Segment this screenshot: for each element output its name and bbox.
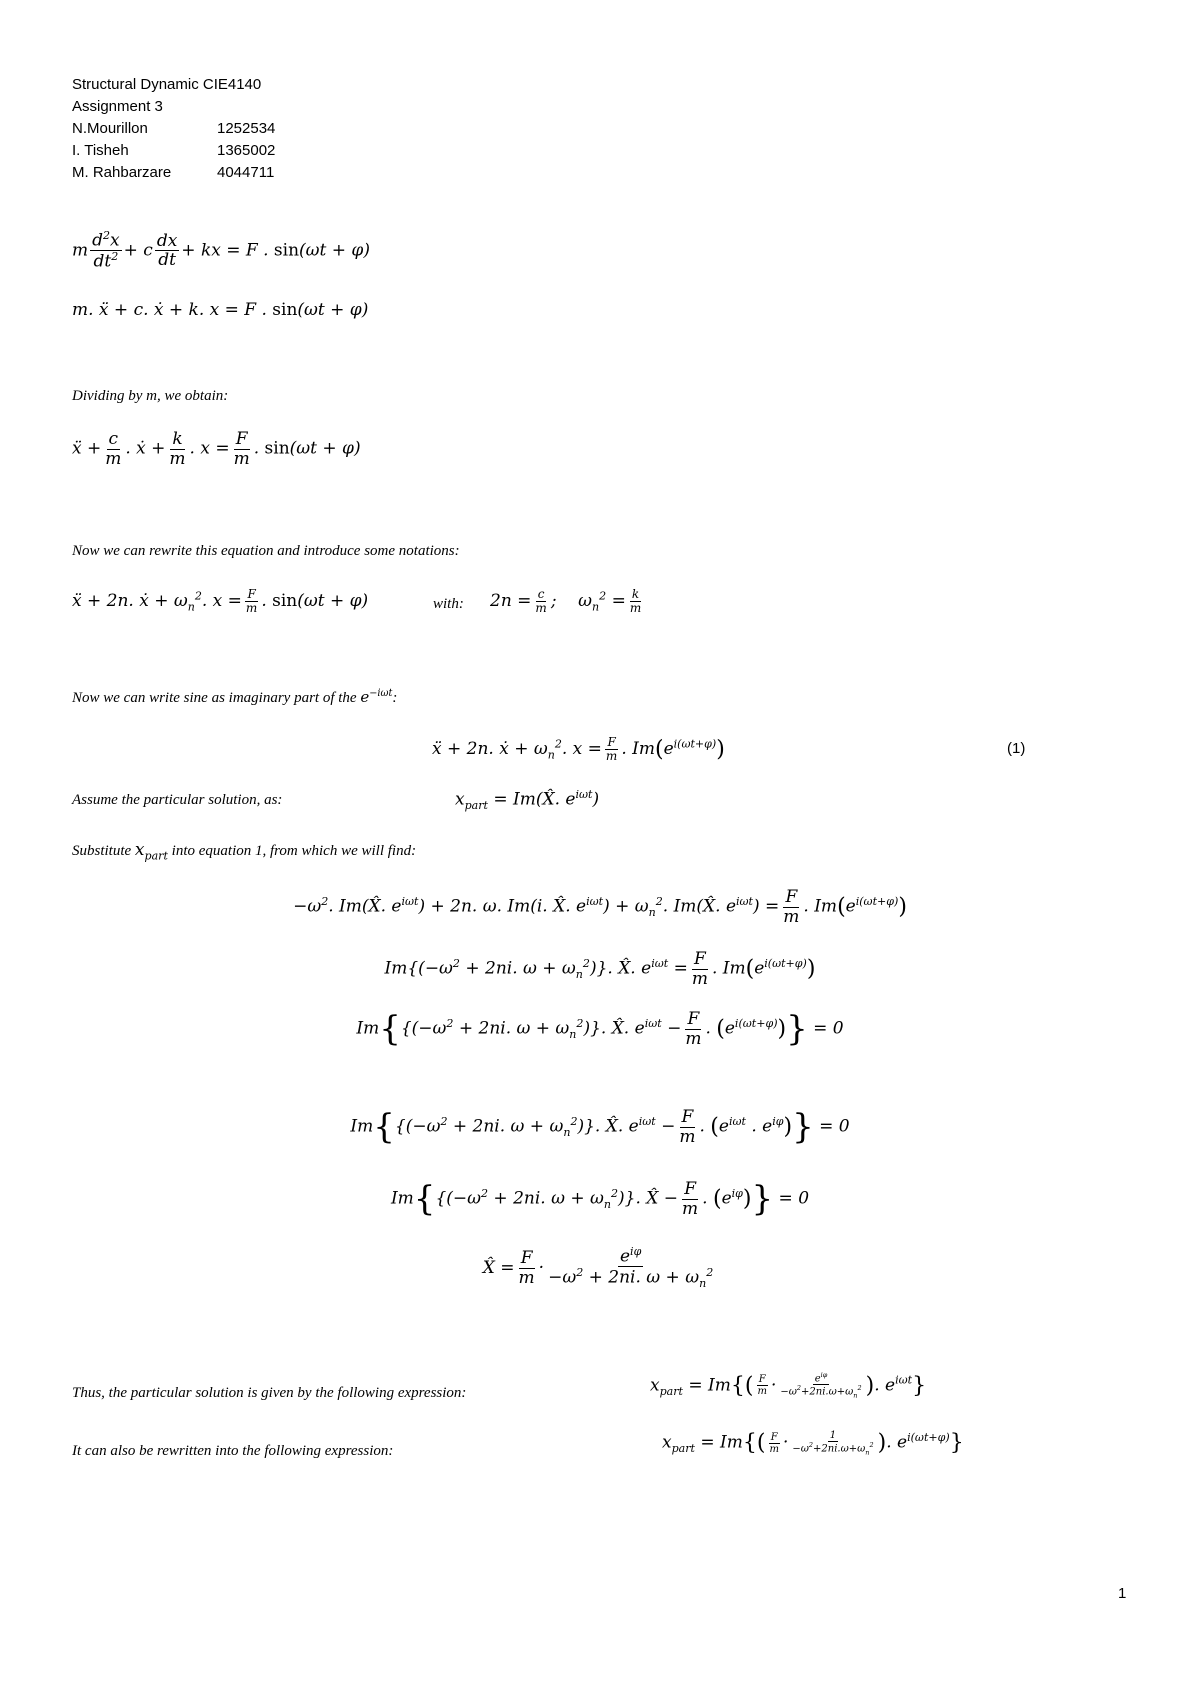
text-dividing: Dividing by m, we obtain: — [72, 388, 229, 404]
text-sine: Now we can write sine as imaginary part of the $e^{-i\omega t}$: — [72, 688, 398, 706]
student-name: M. Rahbarzare — [72, 164, 172, 181]
student-id: 4044711 — [217, 164, 275, 181]
student-row — [72, 162, 275, 184]
text-sine-prefix: Now we can write sine as imaginary part of the — [72, 690, 357, 706]
page-number: 1 — [1118, 1585, 1127, 1602]
equation-particular-solution-alt: $x_{part} = Im${( $\frac{F}{m}$ · $\frac{1}{-\omega^2+2ni.\omega+\omega_n^2}$ ). $e^{i(\omega t+\varphi)}$} — [662, 1430, 964, 1457]
text-rewrite: Now we can rewrite this equation and introduce some notations: — [72, 543, 460, 559]
text-rewritten: It can also be rewritten into the following expression: — [72, 1443, 394, 1459]
equation-number: (1) — [1007, 740, 1026, 757]
assignment-title: Assignment 3 — [72, 98, 163, 115]
course-title: Structural Dynamic CIE4140 — [72, 76, 262, 93]
student-name: I. Tisheh — [72, 142, 129, 159]
equation-step-3: $Im\{\{(-\omega^2 + 2ni$. $\omega + \omega_n^2$)}. X̂. $e^{i\omega t}$ − $\frac{F}{m}$ . $(e^{i(\omega t+\varphi)})\} = 0$ — [356, 1009, 844, 1050]
text-substitute: Substitute $x_{part}$ into equation 1, from which we will find: — [72, 840, 417, 863]
header-block — [72, 74, 275, 184]
equation-X-hat: X̂ = $\frac{F}{m}$ · $\frac{e^{i\varphi}}{-\omega^2 + 2ni. \omega + \omega_n^2}$ — [482, 1245, 714, 1291]
equation-particular-solution: $x_{part} = Im${( $\frac{F}{m}$ · $\frac{e^{i\varphi}}{-\omega^2+2ni.\omega+\omega_n^2}$ ). $e^{i\omega t}$} — [650, 1371, 927, 1400]
text-thus: Thus, the particular solution is given by the following expression: — [72, 1385, 467, 1401]
text-substitute-suffix: into equation 1, from which we will find: — [171, 843, 417, 859]
equation-notation: ẍ + 2n. ẋ + $\omega_n^2$. x = $\frac{F}{m}$ . sin(ωt + φ) — [72, 587, 369, 616]
text-with: with: — [433, 596, 464, 612]
equation-step-4: $Im\{\{(-\omega^2 + 2ni$. $\omega + \omega_n^2$)}. X̂. $e^{i\omega t}$ − $\frac{F}{m}$ . ($e^{i\omega t}$ . $e^{i\varphi})\} = 0$ — [350, 1107, 850, 1148]
equation-motion: m $\frac{d^2x}{dt^2}$ + c $\frac{dx}{dt}$ + kx = F . sin(ωt + φ) — [72, 229, 370, 272]
student-row — [72, 118, 275, 140]
text-substitute-prefix: Substitute — [72, 843, 132, 859]
student-id: 1252534 — [217, 120, 276, 137]
equation-substituted: $-\omega^2$. Im(X̂. $e^{i\omega t}) + 2n$. ω. Im(i. X̂. $e^{i\omega t}) + \omega_n^2$. Im(X̂. $e^{i\omega t}$) = $\frac{F}{m}$ . $Im(e^{i(\omega t+\varphi)})$ — [293, 887, 907, 927]
student-row — [72, 140, 275, 162]
student-name: N.Mourillon — [72, 120, 148, 137]
equation-step-5: $Im\{\{(-\omega^2 + 2ni$. $\omega + \omega_n^2$)}. X̂ − $\frac{F}{m}$ . $(e^{i\varphi})\} = 0$ — [390, 1179, 810, 1220]
equation-step-2: $Im\{(-\omega^2 + 2ni$. $\omega + \omega_n^2$)}. X̂. $e^{i\omega t}$ = $\frac{F}{m}$ . $Im(e^{i(\omega t+\varphi)})$ — [384, 949, 816, 989]
equation-motion-dot: m. ẍ + c. ẋ + k. x = F . sin(ωt + φ) — [72, 300, 369, 320]
equation-particular-assumption: $x_{part}$ = Im(X̂. $e^{i\omega t}$) — [455, 788, 600, 813]
equation-1: ẍ + 2n. ẋ + $\omega_n^2$. x = $\frac{F}{m}$ . $Im(e^{i(\omega t+\varphi)})$ — [432, 735, 725, 764]
text-assume: Assume the particular solution, as: — [72, 792, 283, 808]
equation-divided: ẍ + $\frac{c}{m}$ . ẋ + $\frac{k}{m}$ . x = $\frac{F}{m}$ . sin(ωt + φ) — [72, 429, 361, 469]
student-id: 1365002 — [217, 142, 276, 159]
notation-definitions: 2n = $\frac{c}{m}$ ; $\omega_n^2$ = $\frac{k}{m}$ — [490, 587, 642, 616]
